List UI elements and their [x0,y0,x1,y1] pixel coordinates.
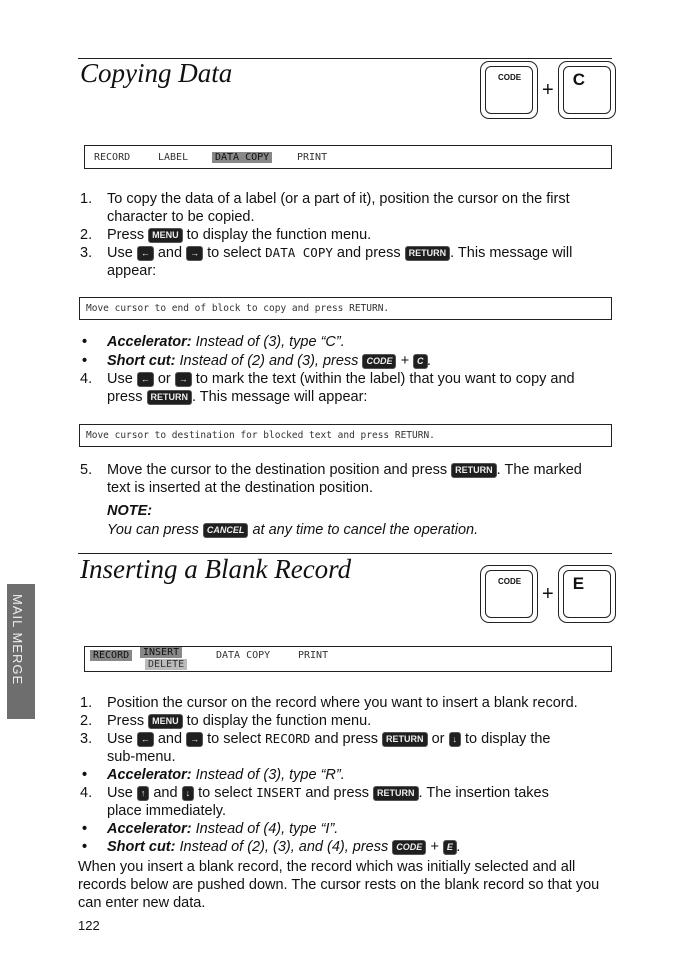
c-key-icon: C [413,354,428,369]
step-number: 4. [80,371,93,387]
section-title-copying: Copying Data [80,58,233,88]
return-key-icon: RETURN [147,390,193,405]
step-text: Position the cursor on the record where you want to insert a blank record. [107,695,578,711]
e-key-icon: E [443,840,457,855]
accelerator-note: Accelerator: Instead of (3), type “C”. [107,334,345,350]
section-title-inserting: Inserting a Blank Record [80,554,352,584]
bullet: • [82,334,88,350]
step-text: Use ← and → to select DATA COPY and press RETURN . This message will [107,245,573,261]
e-key-icon: E [558,565,616,623]
left-arrow-key-icon: ← [137,732,154,747]
side-tab [7,584,35,719]
code-key-icon: CODE [392,840,426,855]
note-label: NOTE: [107,503,153,519]
key-combo-code-e [480,565,616,623]
code-key-icon: CODE [362,354,396,369]
plus-sign: + [542,582,554,605]
right-arrow-key-icon: → [186,732,203,747]
return-key-icon: RETURN [405,246,451,261]
code-key-icon: CODE [480,61,538,119]
accelerator-note: Accelerator: Instead of (3), type “R”. [107,767,345,783]
menu-key-icon: MENU [148,228,183,243]
step-text: Press MENU to display the function menu. [107,713,372,729]
function-menu-bar [84,145,612,169]
step-text: press RETURN . This message will appear: [107,389,368,405]
menu-item-print: PRINT [297,152,328,163]
code-key-icon: CODE [480,565,538,623]
function-menu-bar [84,646,612,672]
right-arrow-key-icon: → [175,372,192,387]
return-key-icon: RETURN [382,732,428,747]
bullet: • [82,353,88,369]
return-key-icon: RETURN [373,786,419,801]
menu-item-print: PRINT [298,650,329,661]
bullet: • [82,767,88,783]
note-text: You can press CANCEL at any time to cancel the operation. [107,522,479,538]
page-number: 122 [78,918,100,933]
side-tab-label: MAIL MERGE [10,594,25,686]
paragraph-line: records below are pushed down. The cursor rests on the blank record so that you [78,877,600,893]
menu-item-data-copy: DATA COPY [212,152,272,163]
step-text: appear: [107,263,157,279]
down-arrow-key-icon: ↓ [449,732,462,747]
step-number: 4. [80,785,93,801]
menu-item-delete: DELETE [145,659,187,670]
step-text: Use ← or → to mark the text (within the label) that you want to copy and [107,371,575,387]
step-text: Use ← and → to select RECORD and press RETURN or ↓ to display the [107,731,551,747]
shortcut-note: Short cut: Instead of (2) and (3), press CODE + C . [107,353,432,369]
step-text: To copy the data of a label (or a part of it), position the cursor on the first [107,191,570,207]
accelerator-note: Accelerator: Instead of (4), type “I”. [107,821,339,837]
menu-key-icon: MENU [148,714,183,729]
bullet: • [82,839,88,855]
menu-item-data-copy: DATA COPY [216,650,271,661]
paragraph-line: When you insert a blank record, the record which was initially selected and all [78,859,576,875]
message-box: Move cursor to end of block to copy and press RETURN. [79,297,612,320]
plus-sign: + [542,78,554,101]
step-text: sub-menu. [107,749,176,765]
menu-item-label: LABEL [158,152,189,163]
c-key-icon: C [558,61,616,119]
step-number: 3. [80,731,93,747]
step-text: text is inserted at the destination position. [107,480,373,496]
down-arrow-key-icon: ↓ [182,786,195,801]
step-number: 1. [80,191,93,207]
step-text: Move the cursor to the destination position and press RETURN . The marked [107,462,582,478]
key-combo-code-c [480,61,616,119]
bullet: • [82,821,88,837]
shortcut-note: Short cut: Instead of (2), (3), and (4), press CODE + E . [107,839,461,855]
step-number: 3. [80,245,93,261]
left-arrow-key-icon: ← [137,372,154,387]
step-text: Use ↑ and ↓ to select INSERT and press RETURN . The insertion takes [107,785,549,801]
step-number: 2. [80,227,93,243]
step-text: Press MENU to display the function menu. [107,227,372,243]
step-number: 1. [80,695,93,711]
right-arrow-key-icon: → [186,246,203,261]
paragraph-line: can enter new data. [78,895,206,911]
step-text: place immediately. [107,803,227,819]
cancel-key-icon: CANCEL [203,523,249,538]
return-key-icon: RETURN [451,463,497,478]
menu-item-insert: INSERT [140,647,182,658]
menu-item-record: RECORD [94,152,131,163]
message-box: Move cursor to destination for blocked text and press RETURN. [79,424,612,447]
step-text: character to be copied. [107,209,255,225]
menu-item-record: RECORD [90,650,132,661]
step-number: 5. [80,462,93,478]
step-number: 2. [80,713,93,729]
left-arrow-key-icon: ← [137,246,154,261]
up-arrow-key-icon: ↑ [137,786,150,801]
